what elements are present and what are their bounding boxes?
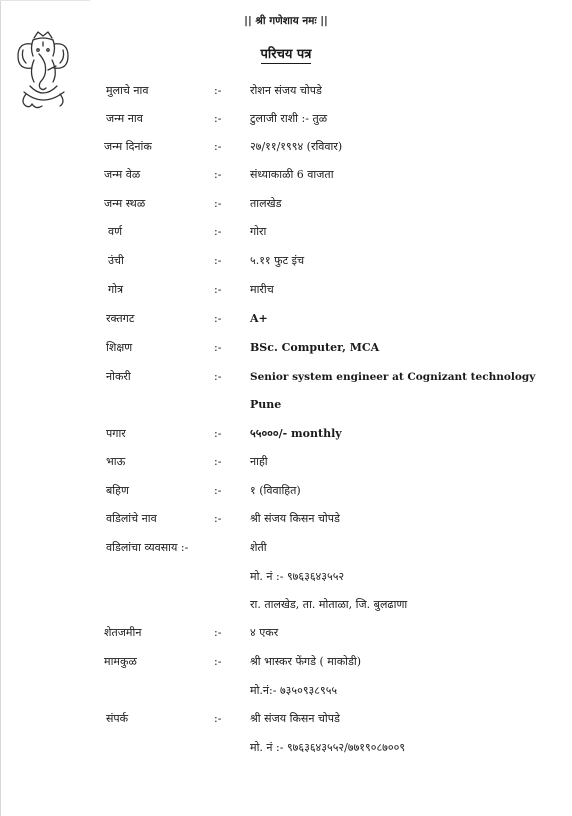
row-father-name (0, 508, 572, 530)
separator: :- (214, 225, 222, 238)
value-salary: ५५०००/- monthly (250, 427, 342, 440)
row-maternal-family (0, 651, 572, 673)
value-birth-name: टुलाजी राशी :- तुळ (250, 112, 328, 125)
label-father-occupation: वडिलांचा व्यवसाय :- (106, 541, 189, 554)
row-address (0, 594, 572, 616)
separator: :- (214, 655, 222, 668)
separator: :- (214, 312, 222, 325)
row-farmland (0, 622, 572, 644)
separator: :- (214, 512, 222, 525)
value-farmland: ४ एकर (250, 626, 279, 639)
label-brother: भाऊ (106, 455, 126, 468)
separator: :- (214, 626, 222, 639)
separator: :- (214, 197, 222, 210)
label-height: उंची (108, 254, 124, 267)
label-maternal-family: मामकुळ (104, 655, 137, 668)
label-boy-name: मुलाचे नाव (106, 84, 149, 97)
value-education: BSc. Computer, MCA (250, 341, 380, 354)
label-blood-group: रक्तगट (106, 312, 135, 325)
label-father-name: वडिलांचे नाव (106, 512, 157, 525)
page-title-text: परिचय पत्र (260, 47, 312, 62)
row-gotra (0, 279, 572, 301)
value-blood-group: A+ (250, 312, 268, 325)
row-father-mobile (0, 566, 572, 588)
value-maternal-family: श्री भास्कर फेंगडे ( माकोडी) (250, 655, 362, 668)
separator: :- (214, 254, 222, 267)
row-brother (0, 451, 572, 473)
row-birth-place (0, 193, 572, 215)
row-maternal-mobile (0, 680, 572, 702)
page-title (0, 44, 572, 62)
row-birth-date (0, 136, 572, 158)
separator: :- (214, 455, 222, 468)
page-top-edge (0, 0, 90, 1)
row-height (0, 250, 572, 272)
row-birth-name (0, 108, 572, 130)
row-education (0, 337, 572, 359)
separator: :- (214, 112, 222, 125)
label-complexion: वर्ण (108, 225, 123, 238)
value-job-location: Pune (250, 398, 282, 411)
row-contact (0, 708, 572, 730)
label-sister: बहिण (106, 484, 129, 497)
value-complexion: गोरा (250, 225, 267, 238)
row-birth-time (0, 164, 572, 186)
value-contact-mobile: मो. नं :- ९७६३६४३५५२/७७१९०८७००९ (250, 741, 406, 754)
row-salary (0, 423, 572, 445)
row-father-occupation (0, 537, 572, 559)
separator: :- (214, 341, 222, 354)
label-education: शिक्षण (106, 341, 133, 354)
value-boy-name: रोशन संजय चोपडे (250, 84, 322, 97)
label-farmland: शेतजमीन (104, 626, 142, 639)
separator: :- (214, 370, 222, 383)
row-blood-group (0, 308, 572, 330)
value-birth-place: तालखेड (250, 197, 282, 210)
separator: :- (214, 427, 222, 440)
label-birth-name: जन्म नाव (106, 112, 143, 125)
value-address: रा. तालखेड, ता. मोताळा, जि. बुलढाणा (250, 598, 408, 611)
blessing-heading: || श्री गणेशाय नमः || (244, 15, 328, 27)
value-job: Senior system engineer at Cognizant technology (250, 371, 536, 383)
separator: :- (214, 84, 222, 97)
value-birth-date: २७/११/१९९४ (रविवार) (250, 140, 343, 153)
value-father-occupation: शेती (250, 541, 267, 554)
label-salary: पगार (106, 427, 126, 440)
row-job (0, 366, 572, 388)
separator: :- (214, 140, 222, 153)
row-contact-mobile (0, 737, 572, 759)
row-boy-name (0, 80, 572, 102)
value-father-name: श्री संजय किसन चोपडे (250, 512, 340, 525)
value-contact: श्री संजय किसन चोपडे (250, 712, 340, 725)
label-birth-date: जन्म दिनांक (104, 140, 152, 153)
label-gotra: गोत्र (108, 283, 124, 296)
separator: :- (214, 484, 222, 497)
label-contact: संपर्क (106, 712, 129, 725)
value-father-mobile: मो. नं :- ९७६३६४३५५२ (250, 570, 345, 583)
row-job-continued (0, 394, 572, 416)
value-maternal-mobile: मो.नं:- ७३५०९३८९५५ (250, 684, 338, 697)
separator: :- (214, 168, 222, 181)
value-height: ५.११ फुट इंच (250, 254, 305, 267)
label-job: नोकरी (106, 370, 131, 383)
value-gotra: मारीच (250, 283, 274, 296)
row-complexion (0, 221, 572, 243)
label-birth-place: जन्म स्थळ (104, 197, 146, 210)
label-birth-time: जन्म वेळ (104, 168, 141, 181)
value-brother: नाही (250, 455, 268, 468)
row-sister (0, 480, 572, 502)
separator: :- (214, 712, 222, 725)
value-sister: १ (विवाहित) (250, 484, 301, 497)
value-birth-time: संध्याकाळी 6 वाजता (250, 168, 334, 181)
separator: :- (214, 283, 222, 296)
